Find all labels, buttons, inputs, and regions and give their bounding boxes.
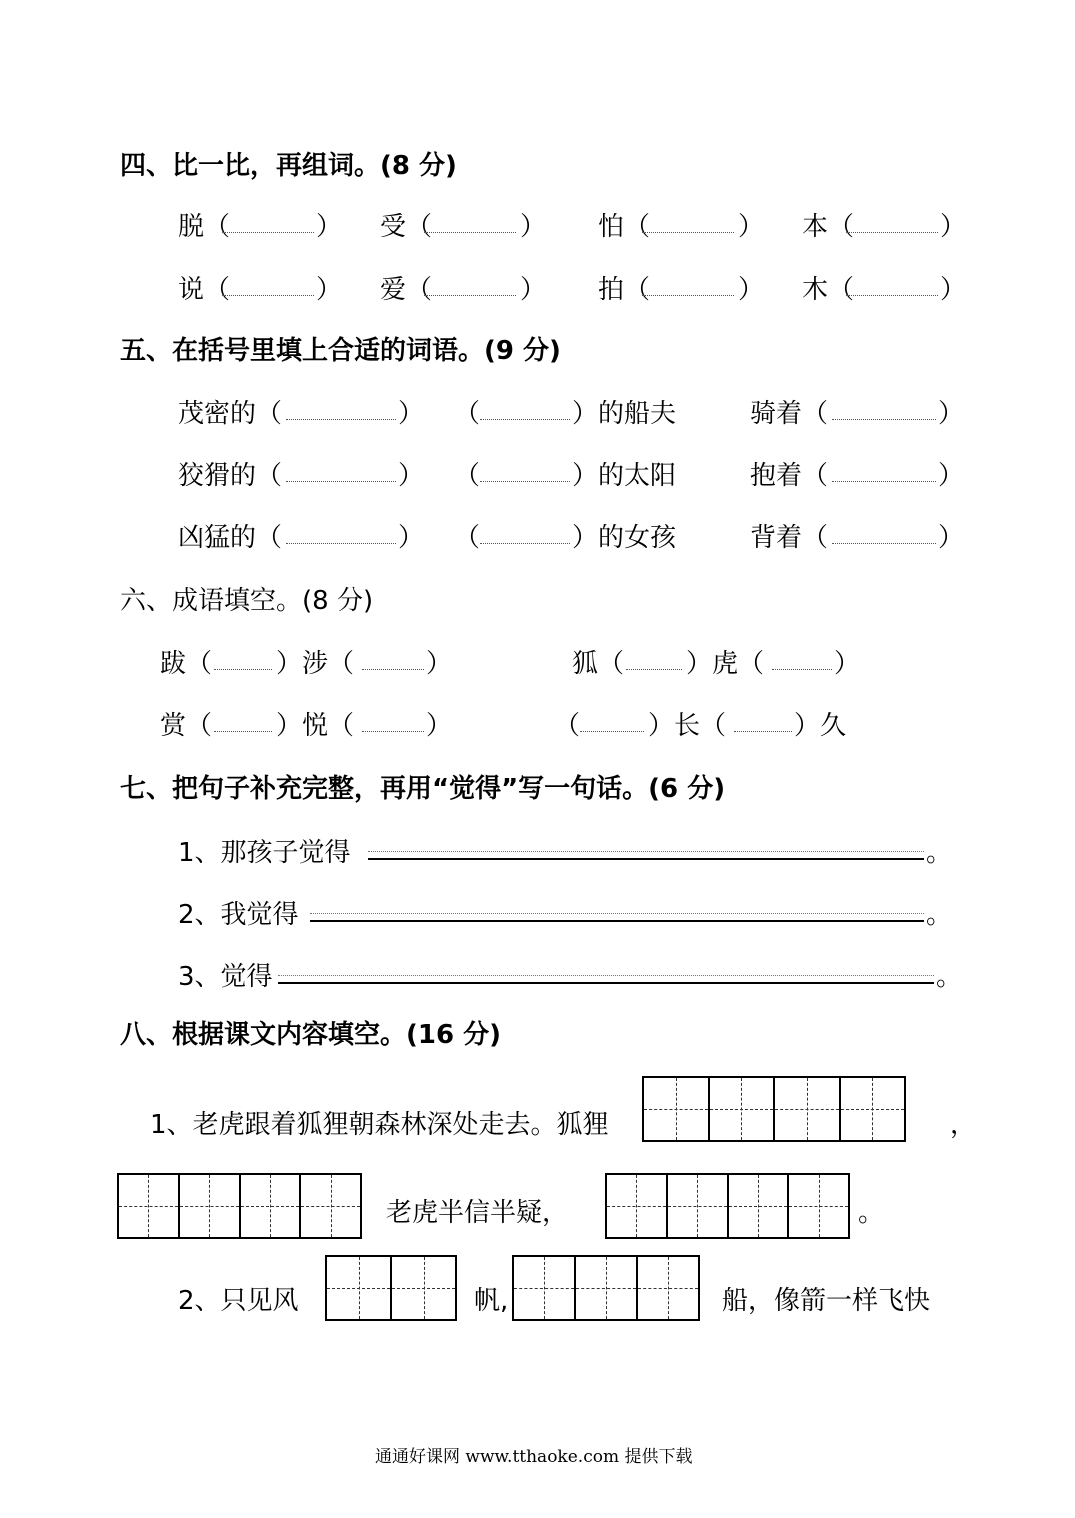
s5-r3-c: （: [454, 523, 481, 553]
s4-r2-c2-close: ）: [520, 275, 547, 305]
s5-r3-e: 背着（: [750, 523, 829, 553]
s5-r3-b: ）: [398, 523, 425, 553]
blank[interactable]: [642, 295, 734, 296]
s6-r1-a: 跋（: [160, 649, 213, 679]
s5-r1-b: ）: [398, 399, 425, 429]
s5-r1-c: （: [454, 399, 481, 429]
blank[interactable]: [480, 419, 570, 420]
s8-q2-end: 船，像箭一样飞快: [722, 1286, 931, 1316]
s4-r1-c2-close: ）: [520, 212, 547, 242]
tianzige-grid[interactable]: [325, 1255, 457, 1321]
blank[interactable]: [846, 232, 938, 233]
s6-r2-c: ）: [426, 711, 453, 741]
s4-r1-c1-close: ）: [316, 212, 343, 242]
s5-r3-d: ）的女孩: [572, 523, 677, 553]
s7-item-3: 3、觉得: [178, 962, 273, 992]
s5-r1-e: 骑着（: [750, 399, 829, 429]
s6-r2-a: 赏（: [160, 711, 213, 741]
s7-end-1: 。: [926, 838, 953, 868]
s6-r1-d: 狐（: [572, 649, 625, 679]
s5-r2-b: ）: [398, 461, 425, 491]
section-8-title: 八、根据课文内容填空。(16 分): [120, 1020, 501, 1050]
blank[interactable]: [222, 232, 314, 233]
s8-q1-end: 。: [858, 1198, 885, 1228]
s4-r1-c3: 怕（: [598, 212, 651, 242]
s4-r2-c3-close: ）: [738, 275, 765, 305]
s8-q2-mid: 帆,: [474, 1286, 509, 1316]
tianzige-grid[interactable]: [642, 1076, 906, 1142]
answer-line[interactable]: [368, 858, 924, 860]
s7-end-2: 。: [926, 900, 953, 930]
s8-q1-comma: ，: [950, 1110, 977, 1140]
s5-r1-f: ）: [938, 399, 965, 429]
s5-r3-f: ）: [938, 523, 965, 553]
blank[interactable]: [480, 481, 570, 482]
s8-q1-text: 1、老虎跟着狐狸朝森林深处走去。狐狸: [150, 1110, 609, 1140]
s5-r2-c: （: [454, 461, 481, 491]
s4-r2-c3: 拍（: [598, 275, 651, 305]
s5-r2-e: 抱着（: [750, 461, 829, 491]
footer-text: 通通好课网 www.tthaoke.com 提供下载: [375, 1447, 693, 1467]
section-4-title: 四、比一比，再组词。(8 分): [120, 151, 457, 181]
s5-r2-a: 狡猾的（: [178, 461, 283, 491]
s6-r1-e: ）虎（: [686, 649, 765, 679]
s4-r2-c4-close: ）: [940, 275, 967, 305]
s7-end-3: 。: [936, 962, 963, 992]
blank[interactable]: [580, 731, 644, 732]
s8-q2-text: 2、只见风: [178, 1286, 299, 1316]
section-7-title: 七、把句子补充完整，再用“觉得”写一句话。(6 分): [120, 774, 726, 804]
s4-r1-c1: 脱（: [178, 212, 231, 242]
blank[interactable]: [832, 543, 936, 544]
blank[interactable]: [480, 543, 570, 544]
s4-r2-c4: 木（: [802, 275, 855, 305]
s5-r1-a: 茂密的（: [178, 399, 283, 429]
blank[interactable]: [734, 731, 792, 732]
blank[interactable]: [286, 543, 396, 544]
s4-r1-c2: 受（: [380, 212, 433, 242]
s4-r1-c4: 本（: [802, 212, 855, 242]
blank[interactable]: [772, 669, 832, 670]
s5-r3-a: 凶猛的（: [178, 523, 283, 553]
s4-r1-c4-close: ）: [940, 212, 967, 242]
answer-line[interactable]: [278, 982, 934, 984]
section-6-title: 六、成语填空。(8 分): [120, 586, 374, 616]
tianzige-grid[interactable]: [512, 1255, 700, 1321]
s4-r2-c1-close: ）: [316, 275, 343, 305]
tianzige-grid[interactable]: [117, 1173, 362, 1239]
s6-r1-b: ）涉（: [276, 649, 355, 679]
s4-r2-c2: 爱（: [380, 275, 433, 305]
answer-line[interactable]: [310, 920, 924, 922]
s6-r2-b: ）悦（: [276, 711, 355, 741]
blank[interactable]: [832, 419, 936, 420]
s6-r2-f: ）久: [794, 711, 847, 741]
s7-item-1: 1、那孩子觉得: [178, 838, 351, 868]
blank[interactable]: [214, 731, 272, 732]
s6-r1-f: ）: [834, 649, 861, 679]
blank[interactable]: [832, 481, 936, 482]
blank[interactable]: [286, 481, 396, 482]
blank[interactable]: [286, 419, 396, 420]
blank[interactable]: [642, 232, 734, 233]
blank[interactable]: [222, 295, 314, 296]
blank[interactable]: [362, 669, 424, 670]
section-5-title: 五、在括号里填上合适的词语。(9 分): [120, 336, 561, 366]
blank[interactable]: [626, 669, 682, 670]
tianzige-grid[interactable]: [605, 1173, 850, 1239]
s6-r2-e: ）长（: [648, 711, 727, 741]
blank[interactable]: [362, 731, 424, 732]
blank[interactable]: [846, 295, 938, 296]
s6-r2-d: （: [554, 711, 581, 741]
s4-r2-c1: 说（: [178, 275, 231, 305]
blank[interactable]: [424, 232, 516, 233]
s5-r2-d: ）的太阳: [572, 461, 677, 491]
blank[interactable]: [214, 669, 272, 670]
s7-item-2: 2、我觉得: [178, 900, 299, 930]
s5-r1-d: ）的船夫: [572, 399, 677, 429]
s8-q1-mid: 老虎半信半疑，: [386, 1198, 569, 1228]
s5-r2-f: ）: [938, 461, 965, 491]
s4-r1-c3-close: ）: [738, 212, 765, 242]
s6-r1-c: ）: [426, 649, 453, 679]
blank[interactable]: [424, 295, 516, 296]
